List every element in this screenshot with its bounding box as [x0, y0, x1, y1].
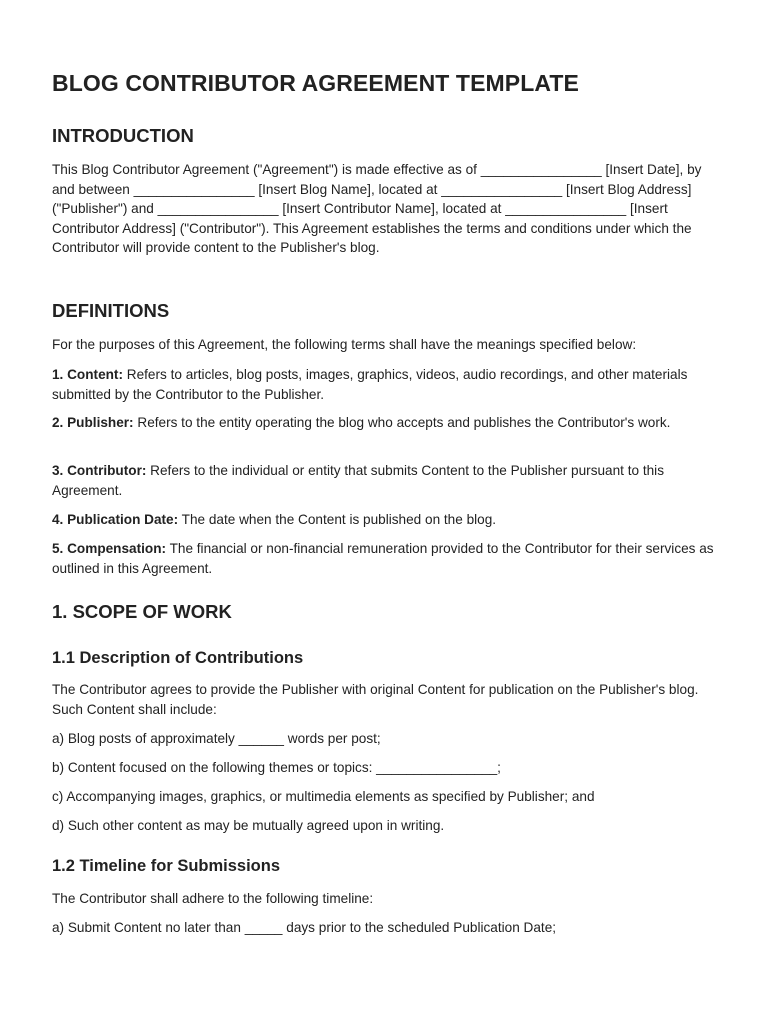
definition-term: 4. Publication Date: — [52, 512, 179, 527]
definition-text: Refers to the individual or entity that submits Content to the Publisher pursuant to this Agreement. — [52, 463, 664, 498]
description-subheading: 1.1 Description of Contributions — [52, 649, 304, 667]
introduction-heading: INTRODUCTION — [52, 125, 194, 146]
definition-term: 1. Content: — [52, 367, 123, 382]
definition-item — [52, 539, 718, 578]
description-item: c) Accompanying images, graphics, or multimedia elements as specified by Publisher; and — [52, 789, 595, 804]
description-intro: The Contributor agrees to provide the Publisher with original Content for publication on the Publisher's blog. Such Content shall include: — [52, 682, 699, 717]
timeline-subheading: 1.2 Timeline for Submissions — [52, 857, 281, 875]
definition-term: 3. Contributor: — [52, 463, 147, 478]
definitions-intro: For the purposes of this Agreement, the following terms shall have the meanings specified below: — [52, 337, 637, 352]
definition-term: 5. Compensation: — [52, 541, 167, 556]
description-item: a) Blog posts of approximately ______ words per post; — [52, 731, 381, 746]
description-item: b) Content focused on the following themes or topics: ________________; — [52, 760, 501, 775]
definitions-heading: DEFINITIONS — [52, 300, 170, 321]
definition-text: Refers to the entity operating the blog who accepts and publishes the Contributor's work. — [133, 415, 671, 430]
timeline-item: a) Submit Content no later than _____ days prior to the scheduled Publication Date; — [52, 920, 557, 935]
definition-term: 2. Publisher: — [52, 415, 134, 430]
definition-item — [52, 365, 718, 404]
definition-item — [52, 413, 718, 433]
definition-item — [52, 510, 718, 530]
definition-text: Refers to articles, blog posts, images, graphics, videos, audio recordings, and other materials submitted by the Contributor to the Publisher. — [52, 367, 688, 402]
scope-heading: 1. SCOPE OF WORK — [52, 601, 232, 622]
description-item: d) Such other content as may be mutually agreed upon in writing. — [52, 818, 445, 833]
introduction-text: This Blog Contributor Agreement ("Agreement") is made effective as of ________________ [Insert Date], by and between ________________ [Insert Blog Name], located at ________________ [Insert Blog Address] ("Publisher") and ________________ [Insert Contributor Name], located at ________________ [Insert Contributor Address] ("Contributor"). This Agreement establishes the terms and conditions under which the Contributor will provide content to the Publisher's blog. — [52, 162, 702, 255]
timeline-intro: The Contributor shall adhere to the following timeline: — [52, 891, 374, 906]
document-title: BLOG CONTRIBUTOR AGREEMENT TEMPLATE — [52, 70, 579, 96]
definition-item — [52, 461, 718, 500]
definition-text: The date when the Content is published on the blog. — [178, 512, 497, 527]
definition-text: The financial or non-financial remuneration provided to the Contributor for their services as outlined in this Agreement. — [52, 541, 714, 576]
